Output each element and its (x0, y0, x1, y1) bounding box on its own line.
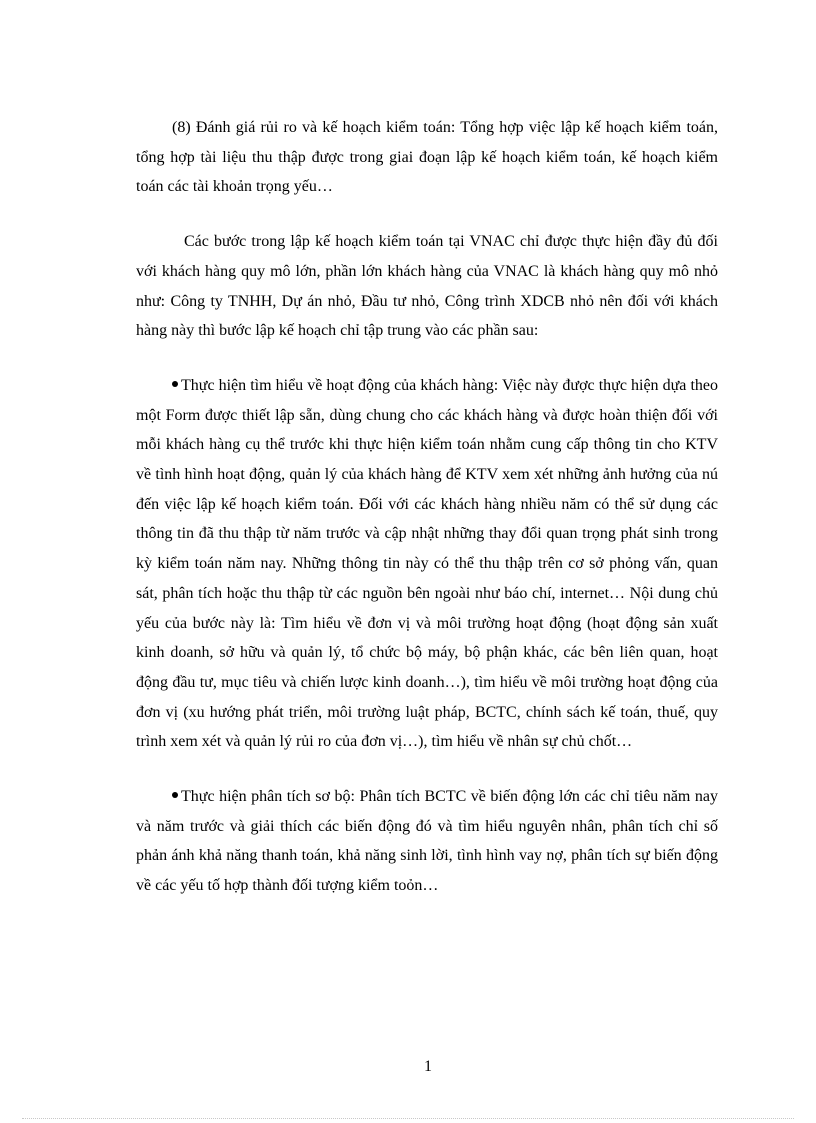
bullet-preliminary-analysis (136, 782, 718, 901)
bullet-text: Thực hiện phân tích sơ bộ: Phân tích BCTC về biến động lớn các chỉ tiêu năm nay và năm trước và giải thích các biến động đó và tìm hiểu nguyên nhân, phân tích chỉ số phản ánh khả năng thanh toán, khả năng sinh lời, tình hình vay nợ, phân tích sự biến động về các yếu tố hợp thành đối tượng kiểm toỏn… (136, 788, 718, 895)
bullet-icon (172, 792, 178, 798)
bullet-icon (172, 381, 178, 387)
paragraph-text: (8) Đánh giá rủi ro và kế hoạch kiểm toán: Tổng hợp việc lập kế hoạch kiểm toán, tổng hợp tài liệu thu thập được trong giai đoạn lập kế hoạch kiểm toán, kế hoạch kiểm toán các tài khoản trọng yếu… (136, 119, 718, 196)
page-number: 1 (424, 1058, 432, 1075)
paragraph-risk-assessment (136, 113, 718, 202)
bullet-text: Thực hiện tìm hiểu về hoạt động của khách hàng: Việc này được thực hiện dựa theo một Form được thiết lập sẵn, dùng chung cho các khách hàng và được hoàn thiện đối với mỗi khách hàng cụ thể trước khi thực hiện kiểm toán nhằm cung cấp thông tin cho KTV về tình hình hoạt động, quản lý của khách hàng để KTV xem xét những ảnh hưởng của nú đến việc lập kế hoạch kiểm toán. Đối với các khách hàng nhiều năm có thể sử dụng các thông tin đã thu thập từ năm trước và cập nhật những thay đổi quan trọng phát sinh trong kỳ kiểm toán năm nay. Những thông tin này có thể thu thập trên cơ sở phỏng vấn, quan sát, phân tích hoặc thu thập từ các nguồn bên ngoài như báo chí, internet… Nội dung chủ yếu của bước này là: Tìm hiểu về đơn vị và môi trường hoạt động (hoạt động sản xuất kinh doanh, sở hữu và quản lý, tổ chức bộ máy, bộ phận khác, các bên liên quan, hoạt động đầu tư, mục tiêu và chiến lược kinh doanh…), tìm hiểu về môi trường hoạt động của đơn vị (xu hướng phát triển, môi trường luật pháp, BCTC, chính sách kế toán, thuế, quy trình xem xét và quản lý rủi ro của đơn vị…), tìm hiểu về nhân sự chủ chốt… (136, 376, 718, 751)
bullet-understand-client (136, 371, 718, 757)
paragraph-text: Các bước trong lập kế hoạch kiểm toán tại VNAC chỉ được thực hiện đầy đủ đối với khách hàng quy mô lớn, phần lớn khách hàng của VNAC là khách hàng quy mô nhỏ như: Công ty TNHH, Dự án nhỏ, Đầu tư nhỏ, Công trình XDCB nhỏ nên đối với khách hàng này thì bước lập kế hoạch chỉ tập trung vào các phần sau: (136, 233, 718, 340)
document-body (136, 113, 718, 926)
page-bottom-divider (22, 1118, 794, 1119)
paragraph-planning-steps (136, 227, 718, 346)
